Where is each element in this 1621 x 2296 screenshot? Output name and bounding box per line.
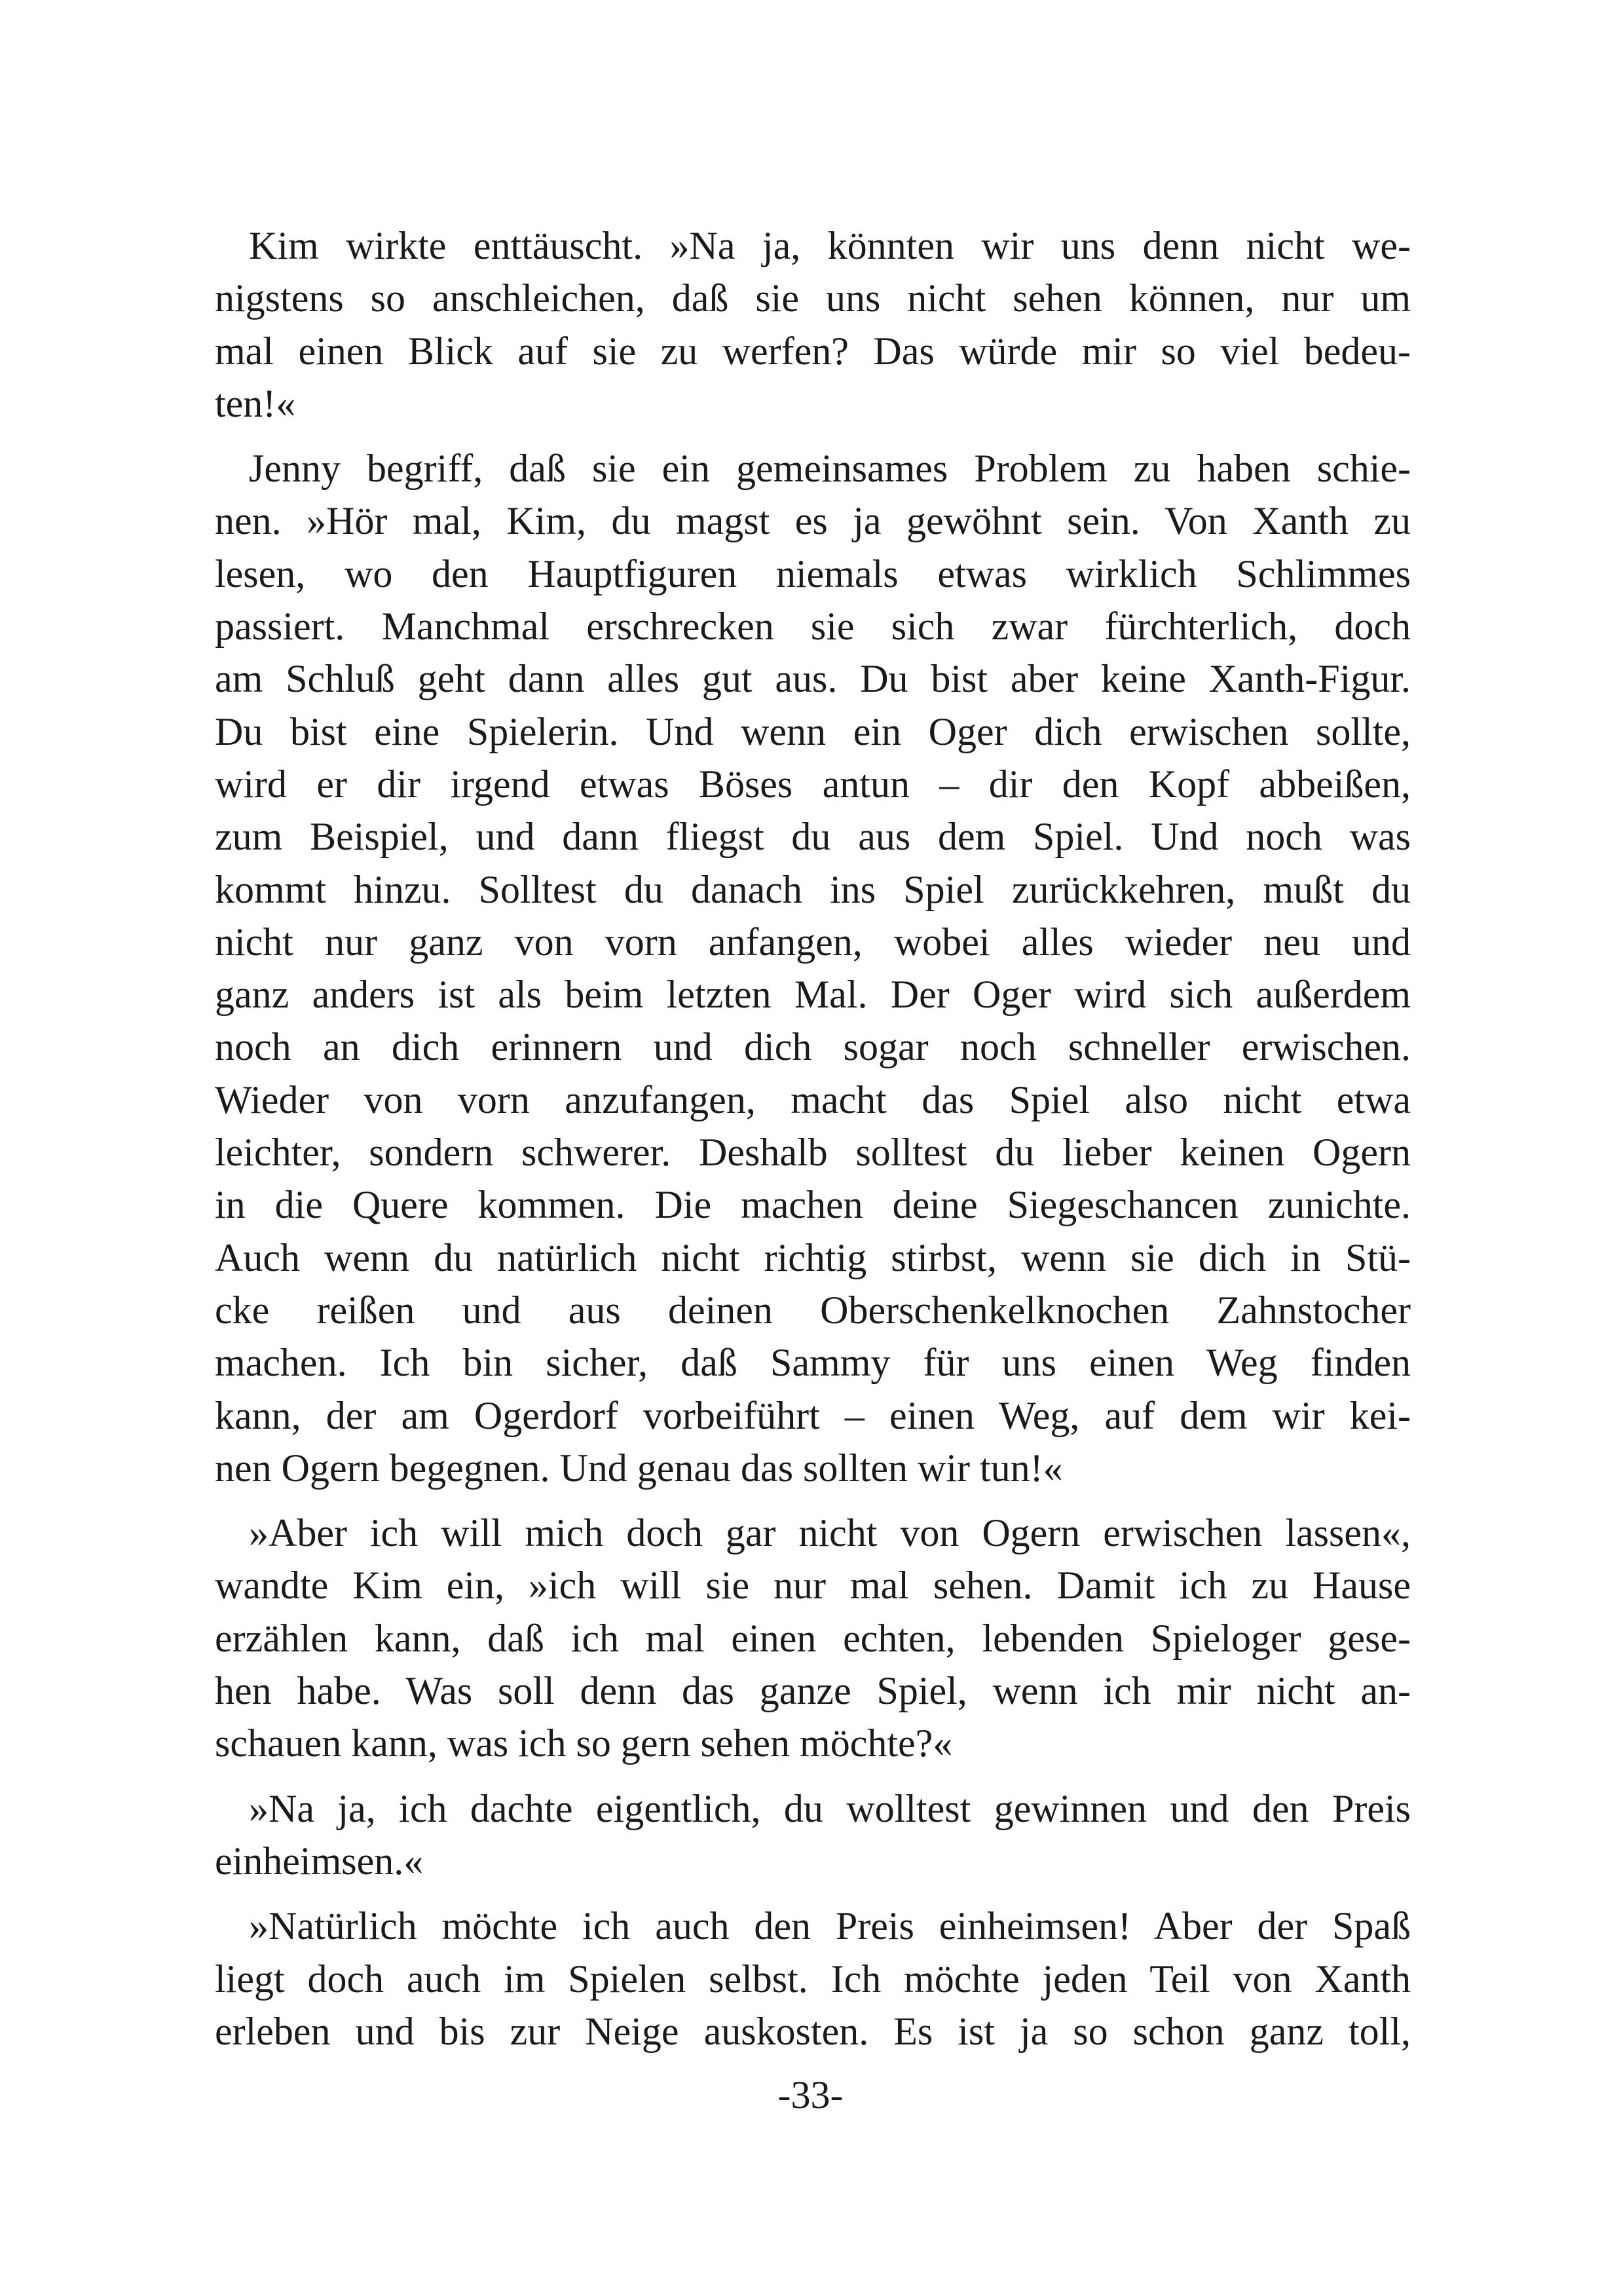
text-line: nicht nur ganz von vorn anfangen, wobei alles wieder neu und (215, 920, 1411, 964)
text-line: noch an dich erinnern und dich sogar noch schneller erwischen. (215, 1025, 1411, 1069)
text-line: nigstens so anschleichen, daß sie uns nicht sehen können, nur um (215, 276, 1411, 320)
paragraph (215, 442, 1411, 1494)
text-line: »Na ja, ich dachte eigentlich, du wolltest gewinnen und den Preis (249, 1786, 1411, 1830)
text-line: am Schluß geht dann alles gut aus. Du bist aber keine Xanth-Figur. (215, 657, 1411, 701)
text-line: kann, der am Ogerdorf vorbeiführt – einen Weg, auf dem wir kei- (215, 1393, 1411, 1437)
paragraph (215, 1782, 1411, 1888)
text-line: in die Quere kommen. Die machen deine Siegeschancen zunichte. (215, 1183, 1411, 1227)
text-line: machen. Ich bin sicher, daß Sammy für uns einen Weg finden (215, 1341, 1411, 1385)
page-number: -33- (777, 2073, 844, 2117)
text-line: cke reißen und aus deinen Oberschenkelknochen Zahnstocher (215, 1288, 1411, 1332)
text-line: liegt doch auch im Spielen selbst. Ich möchte jeden Teil von Xanth (215, 1957, 1411, 2001)
text-line: schauen kann, was ich so gern sehen möchte?« (215, 1722, 953, 1765)
text-line: lesen, wo den Hauptfiguren niemals etwas wirklich Schlimmes (215, 552, 1411, 595)
text-line: »Natürlich möchte ich auch den Preis einheimsen! Aber der Spaß (249, 1904, 1411, 1948)
text-line: kommt hinzu. Solltest du danach ins Spiel zurückkehren, mußt du (215, 867, 1411, 911)
text-line: zum Beispiel, und dann fliegst du aus dem Spiel. Und noch was (215, 815, 1411, 859)
text-line: Auch wenn du natürlich nicht richtig stirbst, wenn sie dich in Stü- (215, 1235, 1411, 1279)
text-line: erleben und bis zur Neige auskosten. Es ist ja so schon ganz toll, (215, 2009, 1411, 2053)
text-line: Jenny begriff, daß sie ein gemeinsames Problem zu haben schie- (249, 447, 1411, 491)
text-line: passiert. Manchmal erschrecken sie sich zwar fürchterlich, doch (215, 605, 1411, 649)
text-line: ten!« (215, 381, 296, 425)
text-line: ganz anders ist als beim letzten Mal. Der Oger wird sich außerdem (215, 973, 1411, 1017)
paragraph (215, 1507, 1411, 1769)
text-line: einheimsen.« (215, 1839, 424, 1883)
text-line: erzählen kann, daß ich mal einen echten, lebenden Spieloger gese- (215, 1616, 1411, 1660)
text-line: wandte Kim ein, »ich will sie nur mal sehen. Damit ich zu Hause (215, 1564, 1411, 1608)
text-line: Du bist eine Spielerin. Und wenn ein Oger dich erwischen sollte, (215, 709, 1411, 753)
text-line: nen. »Hör mal, Kim, du magst es ja gewöhnt sein. Von Xanth zu (215, 499, 1411, 543)
body-text (215, 219, 1411, 2070)
text-line: leichter, sondern schwerer. Deshalb solltest du lieber keinen Ogern (215, 1131, 1411, 1175)
paragraph (215, 219, 1411, 430)
text-line: mal einen Blick auf sie zu werfen? Das würde mir so viel bedeu- (215, 329, 1411, 373)
text-line: wird er dir irgend etwas Böses antun – dir den Kopf abbeißen, (215, 762, 1411, 806)
text-line: Kim wirkte enttäuscht. »Na ja, könnten wir uns denn nicht we- (249, 224, 1411, 267)
text-line: Wieder von vorn anzufangen, macht das Spiel also nicht etwa (215, 1078, 1411, 1121)
text-line: hen habe. Was soll denn das ganze Spiel, wenn ich mir nicht an- (215, 1669, 1411, 1713)
text-line: »Aber ich will mich doch gar nicht von Ogern erwischen lassen«, (249, 1511, 1411, 1555)
paragraph (215, 1900, 1411, 2058)
text-line: nen Ogern begegnen. Und genau das sollten wir tun!« (215, 1446, 1063, 1490)
